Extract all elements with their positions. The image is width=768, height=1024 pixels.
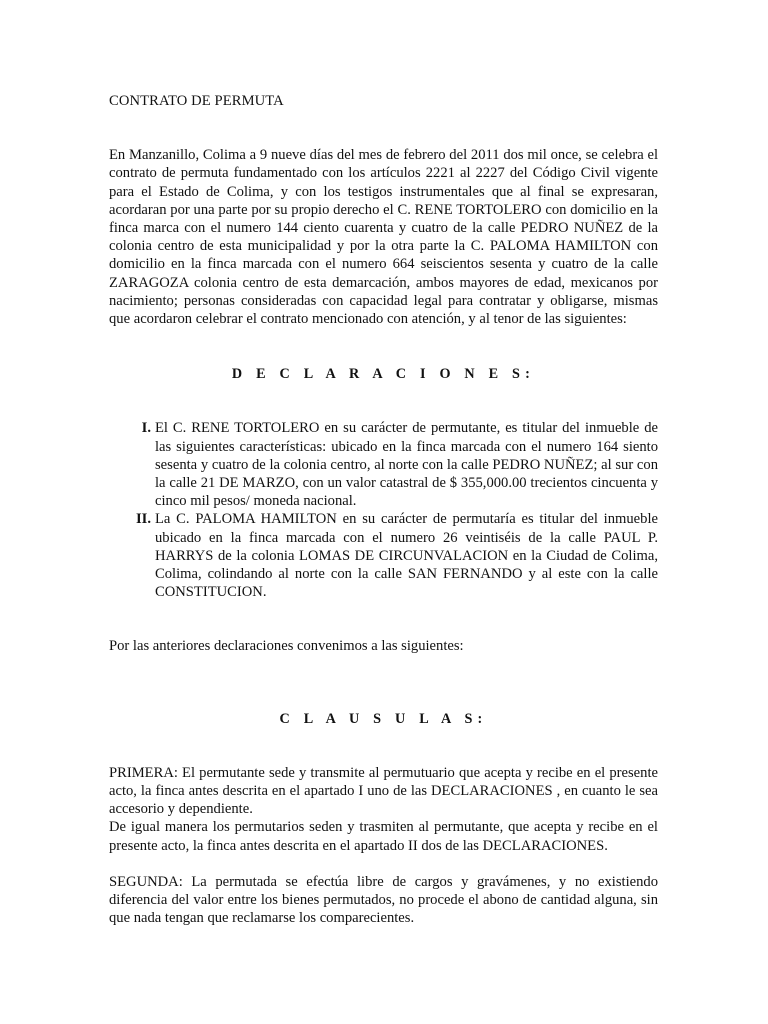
declaracion-number: I.: [141, 420, 151, 437]
por-las-anteriores-paragraph: Por las anteriores declaraciones convenimos a las siguientes:: [109, 638, 464, 655]
declaracion-text: El C. RENE TORTOLERO en su carácter de permutante, es titular del inmueble de las siguientes características: ubicado en la finca marcada con el numero 164 siento sesenta y cuatro de la colonia centro, al norte con la calle PEDRO NUÑEZ; al sur con la calle 21 DE MARZO, con un valor catastral de $ 355,000.00 trecientos cincuenta y cinco mil pesos/ moneda nacional.: [155, 420, 658, 510]
declaracion-text: La C. PALOMA HAMILTON en su carácter de permutaría es titular del inmueble ubicado en la finca marcada con el numero 26 veintiséis de la calle PAUL P. HARRYS de la colonia LOMAS DE CIRCUNVALACION en la Ciudad de Colima, Colima, colindando al norte con la calle SAN FERNANDO y al este con la calle CONSTITUCION.: [155, 511, 658, 601]
declaracion-item: [109, 510, 658, 601]
declaracion-item: [109, 419, 658, 510]
clausula-segunda: SEGUNDA: La permutada se efectúa libre de cargos y gravámenes, y no existiendo diferencia del valor entre los bienes permutados, no procede el abono de cantidad alguna, sin que nada tengan que reclamarse los comparecientes.: [109, 873, 658, 927]
declaraciones-heading: D E C L A R A C I O N E S:: [231, 366, 536, 383]
declaracion-number: II.: [135, 511, 151, 528]
clausulas-heading: C L A U S U L A S:: [279, 710, 488, 727]
declaraciones-list: [109, 419, 658, 601]
intro-paragraph: En Manzanillo, Colima a 9 nueve días del mes de febrero del 2011 dos mil once, se celebra el contrato de permuta fundamentado con los artículos 2221 al 2227 del Código Civil vigente para el Estado de Colima, y con los testigos instrumentales que al final se expresaran, acordaran por una parte por su propio derecho el C. RENE TORTOLERO con domicilio en la finca marca con el numero 144 ciento cuarenta y cuatro de la calle PEDRO NUÑEZ de la colonia centro de esta municipalidad y por la otra parte la C. PALOMA HAMILTON con domicilio en la finca marcada con el numero 664 seiscientos sesenta y cuatro de la calle ZARAGOZA colonia centro de esta demarcación, ambos mayores de edad, mexicanos por nacimiento; personas consideradas con capacidad legal para contratar y obligarse, mismas que acordaron celebrar el contrato mencionado con atención, y al tenor de las siguientes:: [109, 147, 658, 328]
clausula-primera: PRIMERA: El permutante sede y transmite al permutuario que acepta y recibe en el presente acto, la finca antes descrita en el apartado I uno de las DECLARACIONES , en cuanto le sea accesorio y dependiente.: [109, 764, 658, 818]
document-title: CONTRATO DE PERMUTA: [109, 93, 284, 109]
clausula-primera-continuation: De igual manera los permutarios seden y trasmiten al permutante, que acepta y recibe en el presente acto, la finca antes descrita en el apartado II dos de las DECLARACIONES.: [109, 819, 658, 854]
document-page: [109, 92, 658, 928]
